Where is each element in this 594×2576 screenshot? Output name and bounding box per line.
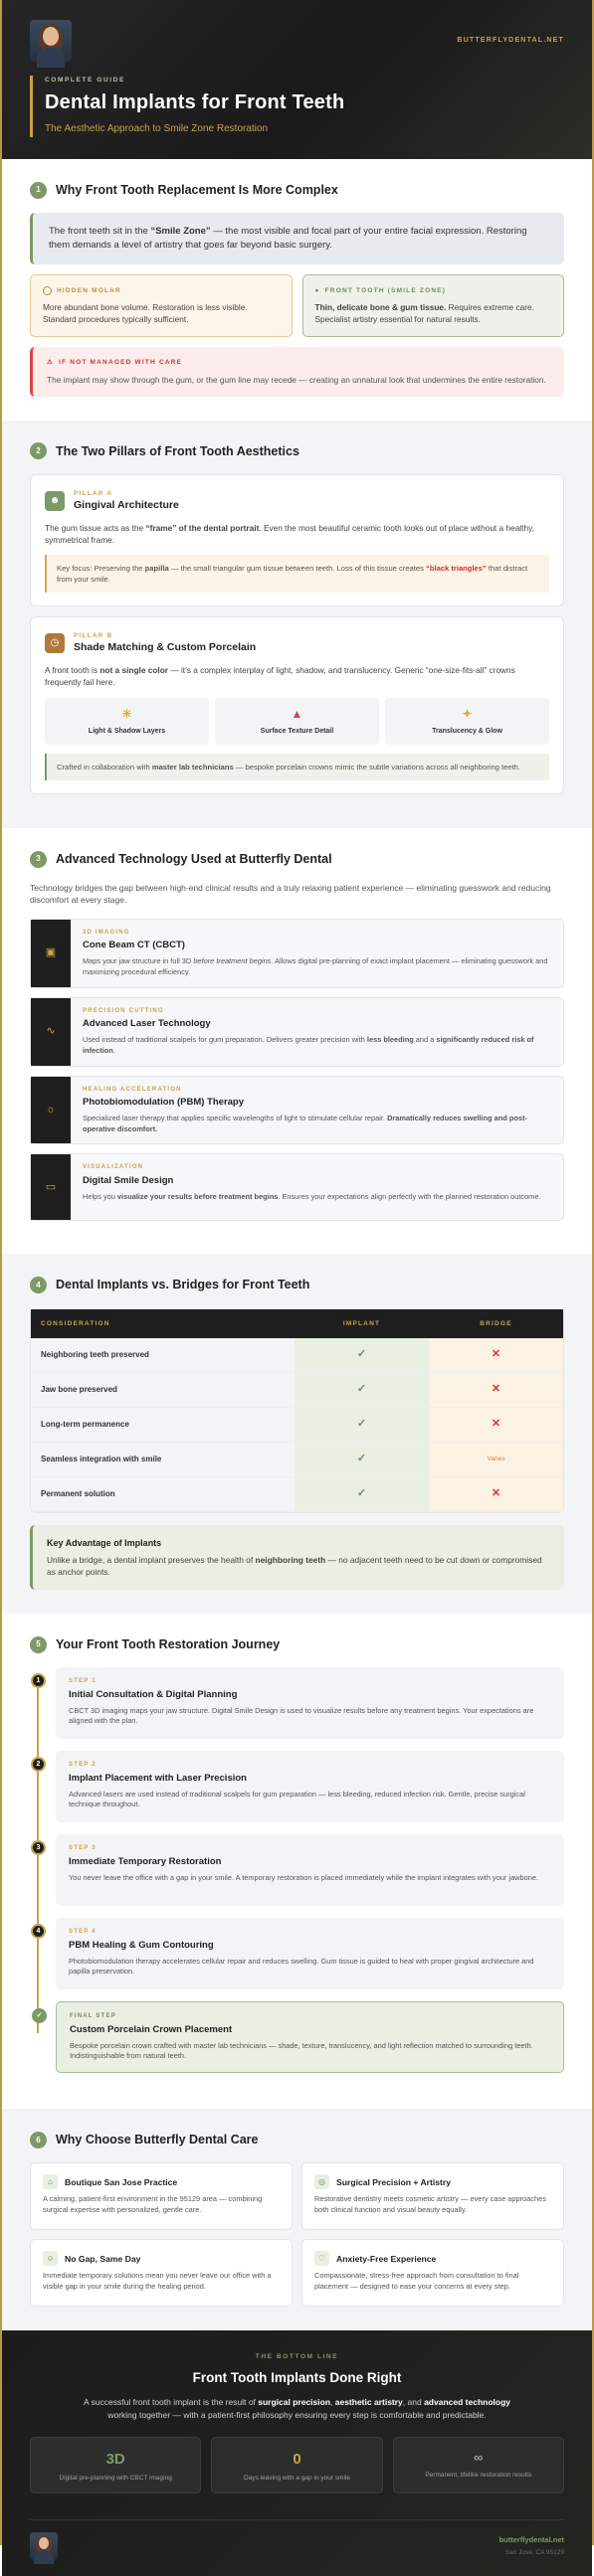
column-header-implant: IMPLANT — [295, 1309, 429, 1338]
why-card: ⌂ Boutique San Jose Practice A calming, patient-first environment in the 95129 area — combining surgical expertise with personalized, gentle care. — [30, 2162, 293, 2230]
avatar — [30, 2532, 58, 2560]
pillar-title: Gingival Architecture — [74, 498, 179, 511]
lightbulb-icon: ☀ — [121, 707, 132, 722]
tech-title: Cone Beam CT (CBCT) — [83, 940, 185, 951]
section-number-badge: 2 — [30, 442, 47, 459]
section-number-badge: 3 — [30, 851, 47, 868]
check-icon: ✓ — [295, 1373, 429, 1408]
warning-text: The implant may show through the gum, or the gum line may recede — creating an unnatural look that undermines the entire restoration. — [47, 374, 546, 385]
section-number-badge: 1 — [30, 182, 47, 199]
stat-card: ∞ Permanent, lifelike restoration results — [393, 2437, 564, 2493]
location-pin-icon: ● — [314, 286, 320, 294]
feature-surface-texture: ▲ Surface Texture Detail — [215, 698, 379, 745]
cross-icon: ✕ — [429, 1477, 563, 1512]
cross-icon: ✕ — [429, 1338, 563, 1373]
why-card: ♡ Anxiety-Free Experience Compassionate, stress-free approach from consultation to final placement — designed to ease your concerns at every step. — [301, 2239, 564, 2307]
section-comparison — [2, 1254, 592, 1614]
tech-title: Photobiomodulation (PBM) Therapy — [83, 1097, 245, 1109]
step-marker: 2 — [31, 1757, 46, 1772]
tech-card-cbct: ▣ 3D IMAGING Cone Beam CT (CBCT) Maps your jaw structure in full 3D before treatment begins. Allows digital pre-planning of exact implant placement — eliminating guesswork and maximizing procedural efficiency. — [30, 919, 564, 988]
table-row: Seamless integration with smile ✓ Varies — [31, 1443, 563, 1477]
section-technology — [2, 828, 592, 1255]
journey-step: 2 STEP 2 Implant Placement with Laser Precision Advanced lasers are used instead of traditional scalpels for gum preparation — less bleeding, reduced infection risk. Gentle, precise surgical technique throughout. — [56, 1751, 564, 1822]
cone-icon: ▲ — [291, 707, 303, 722]
pillar-shade-matching: ◷ PILLAR B Shade Matching & Custom Porcelain A front tooth is not a single color — it’s a complex interplay of light, shadow, and translucency. Generic “one-size-fits-all” crowns frequently fail here. ☀ Light & Shadow Layers ▲ Surface Texture Detail ✦ Translucency & Glow Crafted in collaboration with master lab technicians — bespoke porcelain crowns mimic the subtle variations across all neighboring teeth. — [30, 616, 564, 794]
avatar — [30, 20, 72, 62]
home-icon: ⌂ — [43, 2174, 58, 2189]
clock-icon: ◷ — [45, 633, 65, 653]
stat-card: 3D Digital pre-planning with CBCT imaging — [30, 2437, 201, 2493]
table-row: Jaw bone preserved ✓ ✕ — [31, 1373, 563, 1408]
section-title: Dental Implants vs. Bridges for Front Teeth — [56, 1278, 310, 1292]
page-subtitle: The Aesthetic Approach to Smile Zone Restoration — [45, 123, 269, 135]
check-icon: ✓ — [295, 1408, 429, 1443]
section-title: Why Choose Butterfly Dental Care — [56, 2133, 259, 2147]
step-marker: 3 — [31, 1840, 46, 1855]
table-row: Permanent solution ✓ ✕ — [31, 1477, 563, 1512]
warning-card: ⚠ IF NOT MANAGED WITH CARE The implant may show through the gum, or the gum line may recede — creating an unnatural look that undermines the entire restoration. — [30, 347, 564, 396]
journey-step: 4 STEP 4 PBM Healing & Gum Contouring Photobiomodulation therapy accelerates cellular repair and reduces swelling. Gum tissue is guided to heal with proper gingival architecture and papilla preservation. — [56, 1918, 564, 1989]
section-journey — [2, 1614, 592, 2109]
tech-card-smile-design: ▭ VISUALIZATION Digital Smile Design Helps you visualize your results before treatment begins. Ensures your expectations align perfectly with the planned restoration outcome. — [30, 1153, 564, 1221]
journey-step: 1 STEP 1 Initial Consultation & Digital Planning CBCT 3D imaging maps your jaw structure. Digital Smile Design is used to visualize results before any treatment begins. Your expectations are aligned with the plan. — [56, 1667, 564, 1739]
journey-step: 3 STEP 3 Immediate Temporary Restoration You never leave the office with a gap in your smile. A temporary restoration is placed immediately while the implant integrates with your jawbone. — [56, 1834, 564, 1906]
scan-icon: ▣ — [31, 920, 71, 987]
pillar-title: Shade Matching & Custom Porcelain — [74, 641, 257, 654]
hero-header — [2, 0, 592, 159]
section-number-badge: 4 — [30, 1277, 47, 1293]
journey-timeline — [30, 1667, 564, 2073]
bottom-line-section: THE BOTTOM LINE Front Tooth Implants Done Right A successful front tooth implant is the result of surgical precision, aesthetic artistry, and advanced technology working together — with a patient-first philosophy ensuring every step is comfortable and predictable. 3D Digital pre-planning with CBCT imaging 0 Days leaving with a gap in your smile ∞ Permanent, lifelike restoration results butterflydental.net San Jose, CA 95129 — [2, 2330, 592, 2576]
tech-title: Digital Smile Design — [83, 1175, 174, 1187]
sun-icon: ☼ — [31, 1077, 71, 1144]
hero-title-block — [30, 76, 564, 137]
step-marker: 4 — [31, 1924, 46, 1939]
why-card: ☺ No Gap, Same Day Immediate temporary solutions mean you never leave our office with a visible gap in your smile during the healing period. — [30, 2239, 293, 2307]
footer-url-link[interactable]: butterflydental.net — [498, 2535, 564, 2544]
stat-card: 0 Days leaving with a gap in your smile — [211, 2437, 382, 2493]
hidden-molar-text: More abundant bone volume. Restoration is less visible. Standard procedures typically sufficient. — [43, 302, 248, 325]
why-card: ◎ Surgical Precision + Artistry Restorative dentistry meets cosmetic artistry — every case approaches both clinical function and visual beauty equally. — [301, 2162, 564, 2230]
pillar-description: A front tooth is not a single color — it’s a complex interplay of light, shadow, and translucency. Generic “one-size-fits-all” crowns frequently fail here. — [45, 665, 515, 688]
pillar-description: The gum tissue acts as the “frame” of the dental portrait. Even the most beautiful ceramic tooth looks out of place without a healthy, symmetrical frame. — [45, 523, 534, 546]
cross-icon: ✕ — [429, 1373, 563, 1408]
section-number-badge: 5 — [30, 1636, 47, 1653]
timeline-line — [37, 1677, 39, 2033]
footer — [30, 2519, 564, 2576]
section-complexity — [2, 159, 592, 421]
monitor-icon: ▭ — [31, 1154, 71, 1220]
page-title: Dental Implants for Front Teeth — [45, 91, 345, 114]
check-icon: ✓ — [295, 1338, 429, 1373]
check-icon: ✓ — [295, 1477, 429, 1512]
cross-icon: ✕ — [429, 1408, 563, 1443]
section-title: Your Front Tooth Restoration Journey — [56, 1637, 281, 1652]
heart-icon: ♡ — [314, 2251, 329, 2266]
check-icon: ✓ — [295, 1443, 429, 1477]
site-url-link[interactable]: BUTTERFLYDENTAL.NET — [457, 36, 564, 44]
section-title: Advanced Technology Used at Butterfly Dental — [56, 851, 332, 866]
pulse-icon: ∿ — [31, 998, 71, 1066]
checkmark-icon: ✓ — [32, 2008, 47, 2023]
warning-icon: ⚠ — [47, 359, 55, 367]
hidden-molar-card: HIDDEN MOLAR More abundant bone volume. Restoration is less visible. Standard procedures typically sufficient. — [30, 274, 293, 337]
tech-card-laser: ∿ PRECISION CUTTING Advanced Laser Technology Used instead of traditional scalpels for gum preparation. Delivers greater precision with less bleeding and a significantly reduced risk of infection. — [30, 997, 564, 1067]
section-number-badge: 6 — [30, 2132, 47, 2148]
smile-zone-callout: The front teeth sit in the “Smile Zone” — the most visible and focal part of your entire facial expression. Restoring them demands a level of artistry that goes far beyond basic surgery. — [30, 213, 564, 264]
papilla-note: Key focus: Preserving the papilla — the small triangular gum tissue between teeth. Loss of this tissue creates “black triangles” that distract from your smile. — [45, 555, 549, 593]
table-row: Neighboring teeth preserved ✓ ✕ — [31, 1338, 563, 1373]
lab-technician-note: Crafted in collaboration with master lab technicians — bespoke porcelain crowns mimic the subtle variations across all neighboring teeth. — [45, 754, 549, 780]
pillar-gingival: ☻ PILLAR A Gingival Architecture The gum tissue acts as the “frame” of the dental portrait. Even the most beautiful ceramic tooth looks out of place without a healthy, symmetrical frame. Key focus: Preserving the papilla — the small triangular gum tissue between teeth. Loss of this tissue creates “black triangles” that distract from your smile. — [30, 474, 564, 606]
section-title: Why Front Tooth Replacement Is More Complex — [56, 183, 338, 197]
smile-icon: ☺ — [43, 2251, 58, 2266]
step-marker: 1 — [31, 1673, 46, 1688]
sparkle-icon: ✦ — [462, 707, 473, 722]
table-row: Long-term permanence ✓ ✕ — [31, 1408, 563, 1443]
feature-light-shadow: ☀ Light & Shadow Layers — [45, 698, 209, 745]
comparison-table — [30, 1308, 564, 1513]
key-advantage-callout: Key Advantage of Implants Unlike a bridge, a dental implant preserves the health of neighboring teeth — no adjacent teeth need to be cut down or compromised as anchor points. — [30, 1525, 564, 1590]
tech-title: Advanced Laser Technology — [83, 1018, 211, 1030]
section-title: The Two Pillars of Front Tooth Aesthetics — [56, 443, 299, 458]
varies-label: Varies — [429, 1443, 563, 1477]
feature-translucency: ✦ Translucency & Glow — [385, 698, 549, 745]
person-icon: ☻ — [45, 491, 65, 511]
column-header-consideration: CONSIDERATION — [31, 1309, 295, 1338]
hero-eyebrow: COMPLETE GUIDE — [45, 77, 125, 84]
bottom-summary: A successful front tooth implant is the result of surgical precision, aesthetic artistry, and advanced technology working together — with a patient-first philosophy ensuring every step is comfortable and predictable. — [83, 2397, 510, 2420]
tech-card-pbm: ☼ HEALING ACCELERATION Photobiomodulation (PBM) Therapy Specialized laser therapy that applies specific wavelengths of light to stimulate cellular repair. Dramatically reduces swelling and post-operative discomfort. — [30, 1076, 564, 1145]
technology-intro: Technology bridges the gap between high-end clinical results and a truly relaxing patient experience — eliminating guesswork and reducing discomfort at every stage. — [30, 883, 551, 906]
footer-location: San Jose, CA 95129 — [504, 2548, 564, 2556]
target-icon: ◎ — [314, 2174, 329, 2189]
section-pillars — [2, 421, 592, 828]
journey-step-final: ✓ FINAL STEP Custom Porcelain Crown Placement Bespoke porcelain crown crafted with master lab technicians — shade, texture, translucency, and light reflection matched to surrounding teeth. Indistinguishable from natural teeth. — [56, 2001, 564, 2073]
front-tooth-card: ● FRONT TOOTH (SMILE ZONE) Thin, delicate bone & gum tissue. Requires extreme care. Specialist artistry essential for natural results. — [302, 274, 565, 337]
bottom-title: Front Tooth Implants Done Right — [192, 2369, 402, 2385]
section-why-choose — [2, 2109, 592, 2330]
column-header-bridge: BRIDGE — [429, 1309, 563, 1338]
circle-icon — [43, 286, 52, 295]
